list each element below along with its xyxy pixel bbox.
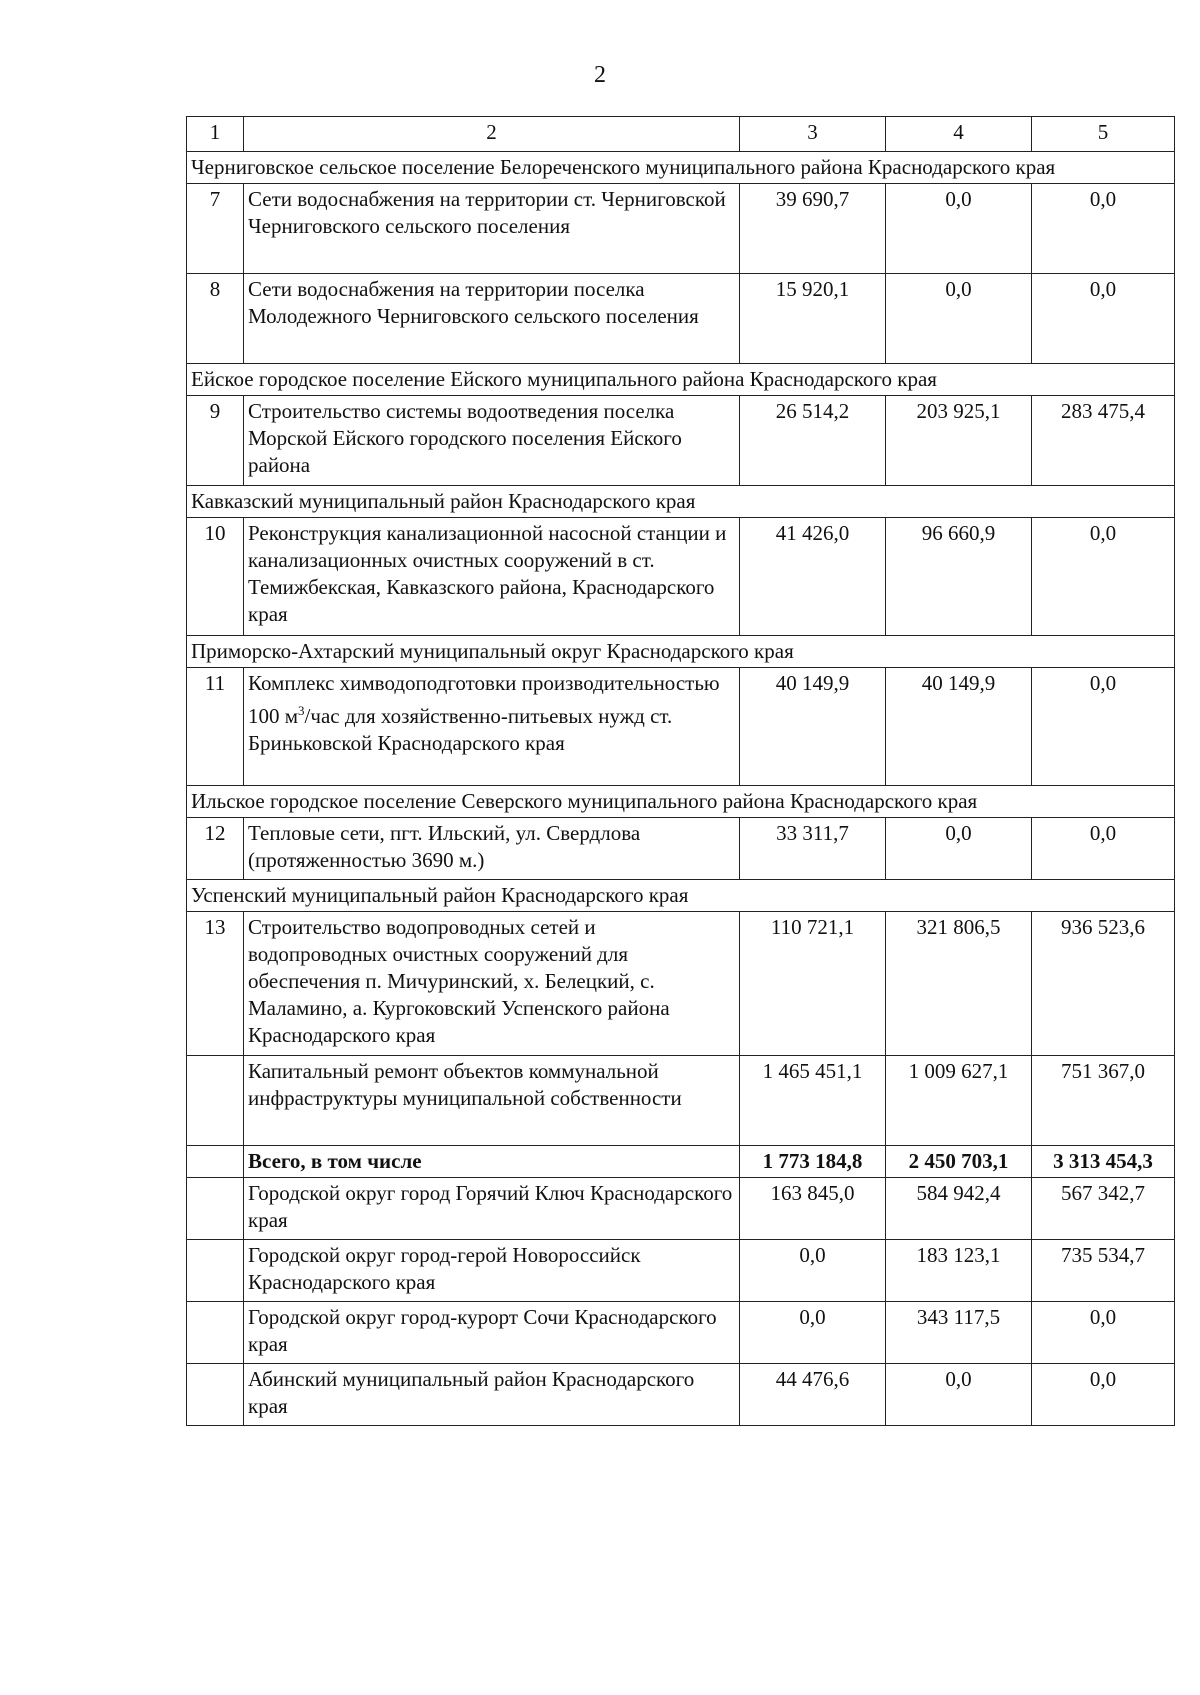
- row-value-col5: 3 313 454,3: [1032, 1146, 1175, 1178]
- row-value-col3: 1 773 184,8: [740, 1146, 886, 1178]
- row-number: 10: [187, 518, 244, 636]
- column-header: 5: [1032, 117, 1175, 152]
- table-row: [187, 518, 1175, 636]
- table-row: [187, 1178, 1175, 1240]
- row-value-col4: 2 450 703,1: [886, 1146, 1032, 1178]
- row-value-col5: 283 475,4: [1032, 396, 1175, 486]
- row-value-col3: 40 149,9: [740, 668, 886, 786]
- row-value-col3: 163 845,0: [740, 1178, 886, 1240]
- column-header: 1: [187, 117, 244, 152]
- row-value-col4: 0,0: [886, 274, 1032, 364]
- section-row: [187, 364, 1175, 396]
- row-value-col5: 751 367,0: [1032, 1056, 1175, 1146]
- row-value-col4: 0,0: [886, 818, 1032, 880]
- page-number: 2: [594, 62, 606, 88]
- row-value-col3: 110 721,1: [740, 912, 886, 1056]
- row-name-part: /час для хозяйственно-питьевых нужд ст. Бриньковской Краснодарского края: [248, 704, 673, 755]
- row-value-col5: 567 342,7: [1032, 1178, 1175, 1240]
- table-row: [187, 396, 1175, 486]
- section-row: [187, 636, 1175, 668]
- table-row: [187, 912, 1175, 1056]
- row-value-col3: 0,0: [740, 1240, 886, 1302]
- row-value-col5: 0,0: [1032, 518, 1175, 636]
- section-title: Черниговское сельское поселение Белореченского муниципального района Краснодарского края: [187, 152, 1175, 184]
- section-title: Ильское городское поселение Северского муниципального района Краснодарского края: [187, 786, 1175, 818]
- table-row: [187, 818, 1175, 880]
- row-number: [187, 1240, 244, 1302]
- row-number: 7: [187, 184, 244, 274]
- row-value-col3: 15 920,1: [740, 274, 886, 364]
- section-title: Ейское городское поселение Ейского муниципального района Краснодарского края: [187, 364, 1175, 396]
- column-header: 2: [244, 117, 740, 152]
- row-value-col4: 1 009 627,1: [886, 1056, 1032, 1146]
- table-row: [187, 1056, 1175, 1146]
- row-name: Тепловые сети, пгт. Ильский, ул. Свердлова (протяженностью 3690 м.): [244, 818, 740, 880]
- row-name: Строительство системы водоотведения поселка Морской Ейского городского поселения Ейского района: [244, 396, 740, 486]
- row-value-col3: 26 514,2: [740, 396, 886, 486]
- row-name: Всего, в том числе: [244, 1146, 740, 1178]
- section-title: Успенский муниципальный район Краснодарского края: [187, 880, 1175, 912]
- row-value-col5: 0,0: [1032, 668, 1175, 786]
- table-row: [187, 668, 1175, 786]
- row-name: Строительство водопроводных сетей и водопроводных очистных сооружений для обеспечения п. Мичуринский, х. Белецкий, с. Маламино, а. Кургоковский Успенского района Краснодарского края: [244, 912, 740, 1056]
- row-name: Городской округ город-курорт Сочи Краснодарского края: [244, 1302, 740, 1364]
- table-row: [187, 1240, 1175, 1302]
- row-value-col4: 0,0: [886, 184, 1032, 274]
- row-value-col4: 0,0: [886, 1364, 1032, 1426]
- row-value-col5: 0,0: [1032, 1364, 1175, 1426]
- section-row: [187, 880, 1175, 912]
- row-number: [187, 1056, 244, 1146]
- section-row: [187, 152, 1175, 184]
- row-name: Сети водоснабжения на территории ст. Черниговской Черниговского сельского поселения: [244, 184, 740, 274]
- row-name: [244, 668, 740, 786]
- column-header: 4: [886, 117, 1032, 152]
- row-value-col4: 343 117,5: [886, 1302, 1032, 1364]
- row-value-col3: 41 426,0: [740, 518, 886, 636]
- row-value-col4: 321 806,5: [886, 912, 1032, 1056]
- section-title: Приморско-Ахтарский муниципальный округ Краснодарского края: [187, 636, 1175, 668]
- section-row: [187, 486, 1175, 518]
- row-name: Абинский муниципальный район Краснодарского края: [244, 1364, 740, 1426]
- row-value-col3: 0,0: [740, 1302, 886, 1364]
- total-row: [187, 1146, 1175, 1178]
- table-row: [187, 1302, 1175, 1364]
- budget-table: [186, 116, 1175, 1426]
- row-number: [187, 1178, 244, 1240]
- table-row: [187, 1364, 1175, 1426]
- row-number: 8: [187, 274, 244, 364]
- row-name: Реконструкция канализационной насосной станции и канализационных очистных сооружений в ст. Темижбекская, Кавказского района, Краснодарского края: [244, 518, 740, 636]
- row-number: 12: [187, 818, 244, 880]
- row-number: 11: [187, 668, 244, 786]
- row-value-col4: 183 123,1: [886, 1240, 1032, 1302]
- row-name: Городской округ город-герой Новороссийск Краснодарского края: [244, 1240, 740, 1302]
- row-value-col4: 203 925,1: [886, 396, 1032, 486]
- row-value-col4: 40 149,9: [886, 668, 1032, 786]
- row-value-col3: 39 690,7: [740, 184, 886, 274]
- row-name: Сети водоснабжения на территории поселка Молодежного Черниговского сельского поселения: [244, 274, 740, 364]
- row-value-col3: 1 465 451,1: [740, 1056, 886, 1146]
- row-name: Городской округ город Горячий Ключ Краснодарского края: [244, 1178, 740, 1240]
- row-number: 9: [187, 396, 244, 486]
- table-row: [187, 184, 1175, 274]
- row-value-col3: 44 476,6: [740, 1364, 886, 1426]
- row-number: [187, 1302, 244, 1364]
- row-number: 13: [187, 912, 244, 1056]
- row-name: Капитальный ремонт объектов коммунальной инфраструктуры муниципальной собственности: [244, 1056, 740, 1146]
- row-value-col5: 0,0: [1032, 274, 1175, 364]
- section-row: [187, 786, 1175, 818]
- row-value-col5: 0,0: [1032, 184, 1175, 274]
- row-value-col5: 0,0: [1032, 818, 1175, 880]
- row-value-col3: 33 311,7: [740, 818, 886, 880]
- row-name-superscript: 3: [298, 703, 305, 718]
- row-value-col4: 584 942,4: [886, 1178, 1032, 1240]
- row-value-col5: 936 523,6: [1032, 912, 1175, 1056]
- column-header: 3: [740, 117, 886, 152]
- table-header-row: [187, 117, 1175, 152]
- row-value-col5: 735 534,7: [1032, 1240, 1175, 1302]
- row-value-col4: 96 660,9: [886, 518, 1032, 636]
- section-title: Кавказский муниципальный район Краснодарского края: [187, 486, 1175, 518]
- row-number: [187, 1146, 244, 1178]
- row-value-col5: 0,0: [1032, 1302, 1175, 1364]
- row-number: [187, 1364, 244, 1426]
- table-row: [187, 274, 1175, 364]
- row-name-part: Комплекс химводоподготовки производительностью 100 м: [248, 671, 720, 728]
